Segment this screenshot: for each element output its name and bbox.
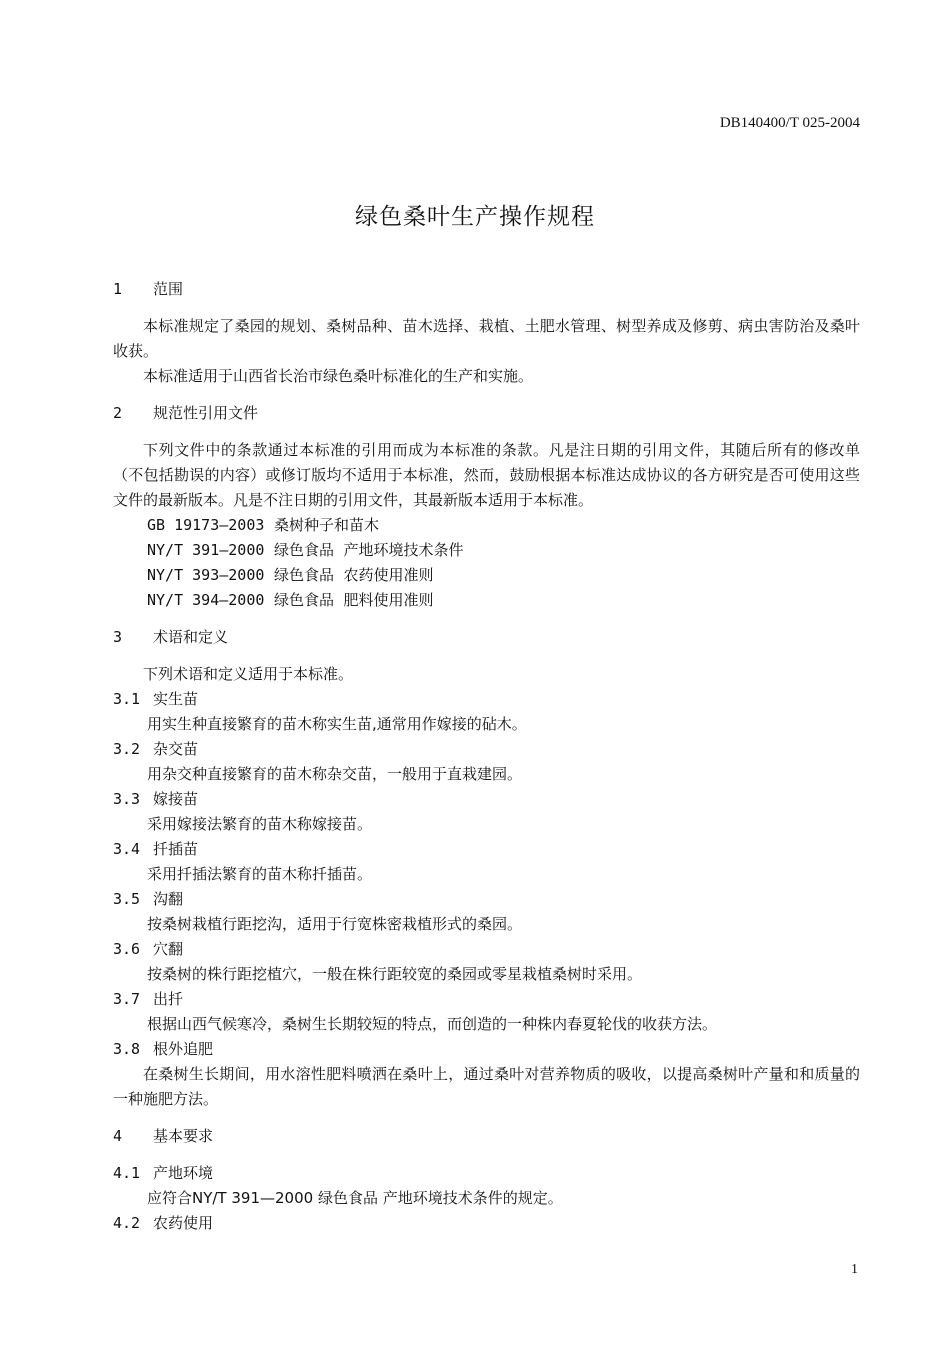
- section-title: 术语和定义: [153, 628, 229, 646]
- section-number: 3: [113, 628, 123, 646]
- term-definition: 按桑树栽植行距挖沟，适用于行宽株密栽植形式的桑园。: [147, 915, 523, 933]
- term-name: 沟翻: [153, 890, 184, 908]
- term-heading: [113, 787, 860, 812]
- term-heading: [113, 887, 860, 912]
- section-heading-4: [113, 1124, 860, 1149]
- section-title: 范围: [153, 280, 184, 298]
- document-code: DB140400/T 025-2004: [719, 115, 860, 131]
- reference-name: 绿色食品 农药使用准则: [273, 566, 434, 584]
- section-number: 2: [113, 404, 123, 422]
- term-name: 穴翻: [153, 940, 184, 958]
- term-number: 3.3: [113, 790, 141, 808]
- term-definition: 根据山西气候寒冷，桑树生长期较短的特点，而创造的一种株内春夏轮伐的收获方法。: [147, 1015, 718, 1033]
- term-number: 3.4: [113, 840, 141, 858]
- subsection-number: 4.2: [113, 1214, 141, 1232]
- paragraph: 本标准规定了桑园的规划、桑树品种、苗木选择、栽植、土肥水管理、树型养成及修剪、病虫害防治及桑叶收获。: [113, 317, 860, 360]
- term-number: 3.8: [113, 1040, 141, 1058]
- reference-item: [113, 538, 860, 563]
- term-definition: 用实生种直接繁育的苗木称实生苗,通常用作嫁接的砧木。: [147, 715, 527, 733]
- subsection-text: 应符合NY/T 391—2000 绿色食品 产地环境技术条件的规定。: [147, 1189, 563, 1207]
- term-number: 3.1: [113, 690, 141, 708]
- reference-item: [113, 513, 860, 538]
- reference-item: [113, 563, 860, 588]
- subsection-number: 4.1: [113, 1164, 141, 1182]
- document-body: [113, 277, 860, 1236]
- subsection-heading: [113, 1211, 860, 1236]
- term-heading: [113, 737, 860, 762]
- document-title: 绿色桑叶生产操作规程: [355, 204, 595, 230]
- term-number: 3.2: [113, 740, 141, 758]
- term-name: 实生苗: [153, 690, 199, 708]
- section-heading-3: [113, 625, 860, 650]
- subsection-title: 产地环境: [153, 1164, 214, 1182]
- term-number: 3.5: [113, 890, 141, 908]
- section-heading-1: [113, 277, 860, 302]
- term-definition: 在桑树生长期间，用水溶性肥料喷洒在桑叶上，通过桑叶对营养物质的吸收，以提高桑树叶产量和和质量的一种施肥方法。: [113, 1065, 860, 1108]
- term-definition: 用杂交种直接繁育的苗木称杂交苗，一般用于直栽建园。: [147, 765, 523, 783]
- subsection-title: 农药使用: [153, 1214, 214, 1232]
- term-name: 杂交苗: [153, 740, 199, 758]
- section-number: 4: [113, 1127, 123, 1145]
- term-name: 扦插苗: [153, 840, 199, 858]
- paragraph: 下列文件中的条款通过本标准的引用而成为本标准的条款。凡是注日期的引用文件，其随后所有的修改单（不包括勘误的内容）或修订版均不适用于本标准，然而，鼓励根据本标准达成协议的各方研究是否可使用这些文件的最新版本。凡是不注日期的引用文件，其最新版本适用于本标准。: [113, 441, 860, 509]
- reference-name: 桑树种子和苗木: [273, 516, 379, 534]
- term-heading: [113, 687, 860, 712]
- term-definition: 采用嫁接法繁育的苗木称嫁接苗。: [147, 815, 373, 833]
- term-name: 出扦: [153, 990, 184, 1008]
- paragraph: 下列术语和定义适用于本标准。: [143, 665, 354, 683]
- term-definition: 采用扦插法繁育的苗木称扦插苗。: [147, 865, 373, 883]
- reference-code: NY/T 393—2000: [147, 566, 265, 584]
- term-name: 根外追肥: [153, 1040, 214, 1058]
- reference-code: GB 19173—2003: [147, 516, 265, 534]
- term-heading: [113, 937, 860, 962]
- term-number: 3.7: [113, 990, 141, 1008]
- paragraph: 本标准适用于山西省长治市绿色桑叶标准化的生产和实施。: [143, 367, 534, 385]
- section-title: 规范性引用文件: [153, 404, 259, 422]
- section-number: 1: [113, 280, 123, 298]
- reference-item: [113, 588, 860, 613]
- term-heading: [113, 1037, 860, 1062]
- subsection-heading: [113, 1161, 860, 1186]
- section-title: 基本要求: [153, 1127, 214, 1145]
- term-name: 嫁接苗: [153, 790, 199, 808]
- term-heading: [113, 987, 860, 1012]
- reference-code: NY/T 391—2000: [147, 541, 265, 559]
- reference-name: 绿色食品 产地环境技术条件: [273, 541, 464, 559]
- section-heading-2: [113, 401, 860, 426]
- reference-code: NY/T 394—2000: [147, 591, 265, 609]
- term-number: 3.6: [113, 940, 141, 958]
- term-heading: [113, 837, 860, 862]
- reference-name: 绿色食品 肥料使用准则: [273, 591, 434, 609]
- term-definition: 按桑树的株行距挖植穴，一般在株行距较宽的桑园或零星栽植桑树时采用。: [147, 965, 643, 983]
- page-number: 1: [851, 1262, 858, 1277]
